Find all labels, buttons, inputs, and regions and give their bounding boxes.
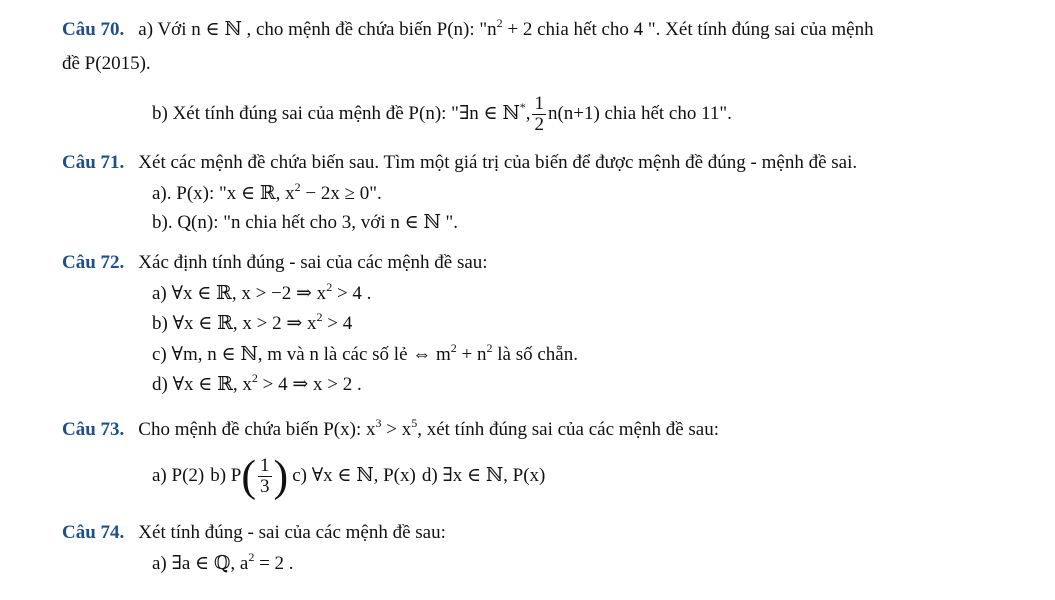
q73-text-post: , xét tính đúng sai của các mệnh đề sau:	[417, 419, 720, 440]
q72-c-exp1: 2	[450, 341, 457, 355]
q70-line-1	[62, 18, 874, 42]
q72-d-post: > 4 ⇒ x > 2 .	[257, 374, 362, 395]
q72-b-exp: 2	[316, 310, 323, 324]
q72-d-exp: 2	[251, 371, 258, 385]
q72-c-mid: + n	[456, 344, 487, 365]
q70-b-pre: b) Xét tính đúng sai của mệnh đề P(n): "∃n ∈ ℕ	[152, 103, 520, 124]
fraction-numerator: 1	[260, 455, 270, 477]
q71-a-exp: 2	[294, 180, 301, 194]
right-paren: )	[273, 451, 289, 501]
q72-part-d	[152, 373, 362, 397]
q72-a-pre: a) ∀x ∈ ℝ, x > −2 ⇒ x	[152, 283, 327, 304]
fraction-one-third	[258, 456, 272, 497]
q70-part-b	[152, 92, 732, 136]
q72-c-pre: c) ∀m, n ∈ ℕ, m và n là các số lẻ ⇔ m	[152, 344, 451, 365]
fraction-one-half	[532, 94, 546, 135]
q70-b-post: n(n+1) chia hết cho 11".	[547, 103, 732, 124]
q70-part-a: a) Với n ∈ ℕ , cho mệnh đề chứa biến P(n): "n	[138, 19, 497, 40]
q71-part-a	[152, 182, 382, 206]
q73-b-pre: b) P	[210, 465, 242, 486]
q72-part-a	[152, 282, 371, 306]
q72-line-1	[62, 251, 488, 275]
q74-label: Câu 74.	[62, 522, 125, 543]
q73-c: c) ∀x ∈ ℕ, P(x)	[292, 465, 416, 486]
q73-line-1	[62, 418, 719, 442]
q73-a: a) P(2)	[152, 465, 205, 486]
q73-text-pre: Cho mệnh đề chứa biến P(x): x	[138, 419, 376, 440]
q70-label: Câu 70.	[62, 19, 125, 40]
q70-b-comma: ,	[525, 103, 531, 124]
q74-text: Xét tính đúng - sai của các mệnh đề sau:	[138, 522, 446, 543]
q71-a-post: − 2x ≥ 0".	[300, 183, 382, 204]
left-paren: (	[241, 451, 257, 501]
q72-part-c	[152, 343, 578, 367]
q72-c-exp2: 2	[486, 341, 493, 355]
q73-exp1: 3	[375, 416, 382, 430]
q72-c-post: là số chẵn.	[492, 344, 578, 365]
q71-part-b	[152, 211, 458, 235]
q72-a-exp: 2	[326, 280, 333, 294]
q73-d: d) ∃x ∈ ℕ, P(x)	[421, 465, 546, 486]
q74-a-pre: a) ∃a ∈ ℚ, a	[152, 553, 249, 574]
q71-label: Câu 71.	[62, 152, 125, 173]
q73-text-mid: > x	[381, 419, 412, 440]
fraction-denominator: 2	[534, 114, 544, 136]
q71-a-pre: a). P(x): "x ∈ ℝ, x	[152, 183, 295, 204]
q73-exp2: 5	[411, 416, 418, 430]
q72-text: Xác định tính đúng - sai của các mệnh đề sau:	[138, 252, 488, 273]
q70-exponent: 2	[496, 16, 503, 30]
q70-b-star: *	[519, 100, 526, 114]
q74-part-a	[152, 552, 294, 576]
q72-d-pre: d) ∀x ∈ ℝ, x	[152, 374, 252, 395]
q73-label: Câu 73.	[62, 419, 125, 440]
q73-parts	[152, 451, 546, 501]
fraction-denominator: 3	[260, 476, 270, 498]
q74-a-exp: 2	[248, 550, 255, 564]
q71-line-1	[62, 151, 857, 175]
q72-b-post: > 4	[322, 313, 353, 334]
q72-b-pre: b) ∀x ∈ ℝ, x > 2 ⇒ x	[152, 313, 317, 334]
q72-part-b	[152, 312, 352, 336]
q70-part-a-cont: đề P(2015).	[62, 53, 151, 74]
q74-line-1	[62, 521, 446, 545]
q72-label: Câu 72.	[62, 252, 125, 273]
q71-text: Xét các mệnh đề chứa biến sau. Tìm một giá trị của biến để được mệnh đề đúng - mệnh đề sai.	[138, 152, 858, 173]
q74-a-post: = 2 .	[254, 553, 294, 574]
q70-part-a-rest: + 2 chia hết cho 4 ". Xét tính đúng sai của mệnh	[502, 19, 874, 40]
q72-a-post: > 4 .	[332, 283, 372, 304]
fraction-numerator: 1	[534, 93, 544, 115]
q71-b-text: b). Q(n): "n chia hết cho 3, với n ∈ ℕ ".	[152, 212, 459, 233]
q70-line-2	[62, 52, 151, 76]
